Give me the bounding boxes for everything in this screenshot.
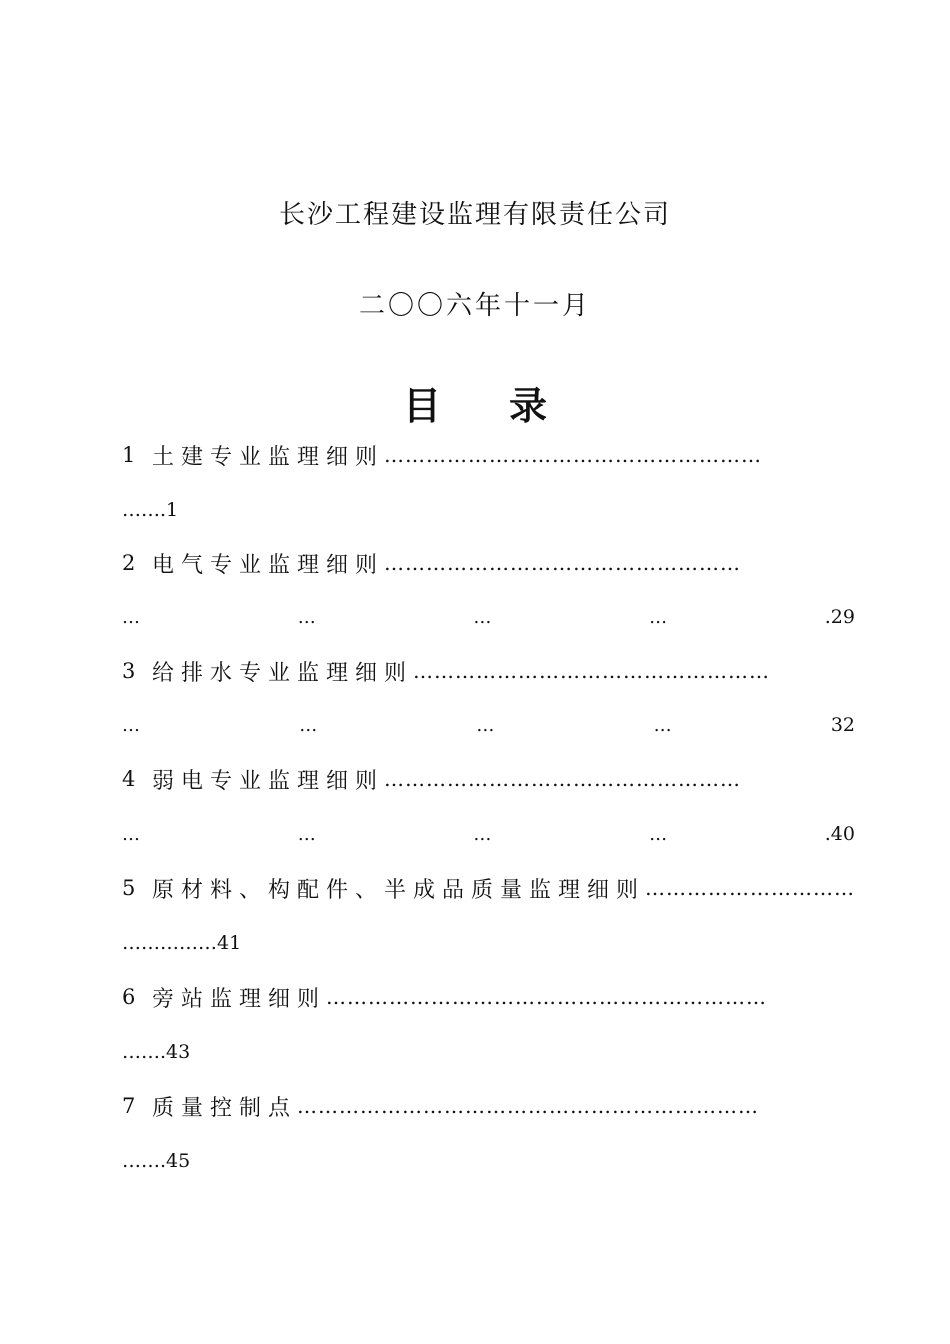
toc-entry-continuation — [122, 1146, 855, 1176]
toc-entry[interactable] — [122, 654, 855, 688]
document-date: 二〇〇六年十一月 — [358, 291, 591, 321]
toc-entry-continuation — [122, 602, 855, 632]
toc-entry-continuation — [122, 1037, 855, 1067]
toc-entry-continuation — [122, 819, 855, 849]
leader-dots: … — [473, 823, 492, 845]
toc-entry-leader: …………………………………………… — [413, 659, 771, 683]
toc-entry-number: 5 — [122, 876, 136, 900]
toc-entry-title: 弱电专业监理细则 — [152, 768, 385, 794]
toc-entry-page: …….43 — [122, 1041, 191, 1063]
leader-dots: … — [122, 823, 140, 845]
leader-dots: … — [297, 606, 316, 628]
leader-dots: … — [299, 714, 318, 736]
leader-dots: … — [297, 823, 316, 845]
company-name: 长沙工程建设监理有限责任公司 — [278, 200, 671, 230]
toc-entry[interactable] — [122, 871, 855, 905]
leader-dots: … — [649, 823, 668, 845]
toc-entry-title: 旁站监理细则 — [152, 986, 327, 1012]
toc-title: 目录 — [402, 384, 615, 428]
leader-dots: … — [122, 606, 140, 628]
toc-entry-leader: ……………………………………………………… — [326, 985, 768, 1009]
toc-entry[interactable] — [122, 438, 855, 472]
toc-entry[interactable] — [122, 546, 855, 580]
toc-entry-number: 7 — [122, 1094, 136, 1118]
toc-entry-number: 3 — [122, 659, 136, 683]
toc-entry-title: 质量控制点 — [152, 1095, 298, 1121]
toc-entry-page: ……………41 — [122, 932, 242, 954]
toc-entry-continuation — [122, 710, 855, 740]
toc-entry-leader: ………………………… — [645, 876, 855, 900]
leader-dots: … — [476, 714, 495, 736]
toc-entry[interactable] — [122, 980, 855, 1014]
toc-entry-leader: …………………………………………… — [384, 551, 742, 575]
toc-entry-page: .29 — [824, 606, 855, 628]
toc-entry-title: 电气专业监理细则 — [152, 552, 385, 578]
toc-entry-page: …….1 — [122, 499, 179, 521]
toc-entry-leader: ………………………………………………………… — [297, 1094, 760, 1118]
toc-entry-page: .40 — [824, 823, 855, 845]
toc-entry-page: …….45 — [122, 1150, 191, 1172]
toc-entry-title: 给排水专业监理细则 — [152, 660, 414, 686]
leader-dots: … — [473, 606, 492, 628]
toc-entry-number: 2 — [122, 551, 136, 575]
leader-dots: … — [653, 714, 672, 736]
toc-entry-number: 4 — [122, 767, 136, 791]
leader-dots: … — [649, 606, 668, 628]
toc-entry-title: 土建专业监理细则 — [152, 444, 385, 470]
toc-entry-leader: …………………………………………… — [384, 767, 742, 791]
leader-dots: … — [122, 714, 140, 736]
toc-entry-page: 32 — [830, 714, 855, 736]
toc-entry-number: 1 — [122, 443, 136, 467]
toc-entry-title: 原材料、构配件、半成品质量监理细则 — [152, 877, 646, 903]
toc-entry[interactable] — [122, 1089, 855, 1123]
toc-entry-continuation — [122, 495, 855, 525]
toc-entry[interactable] — [122, 762, 855, 796]
toc-entry-number: 6 — [122, 985, 136, 1009]
toc-entry-continuation — [122, 928, 855, 958]
toc-entry-leader: ……………………………………………… — [384, 443, 763, 467]
